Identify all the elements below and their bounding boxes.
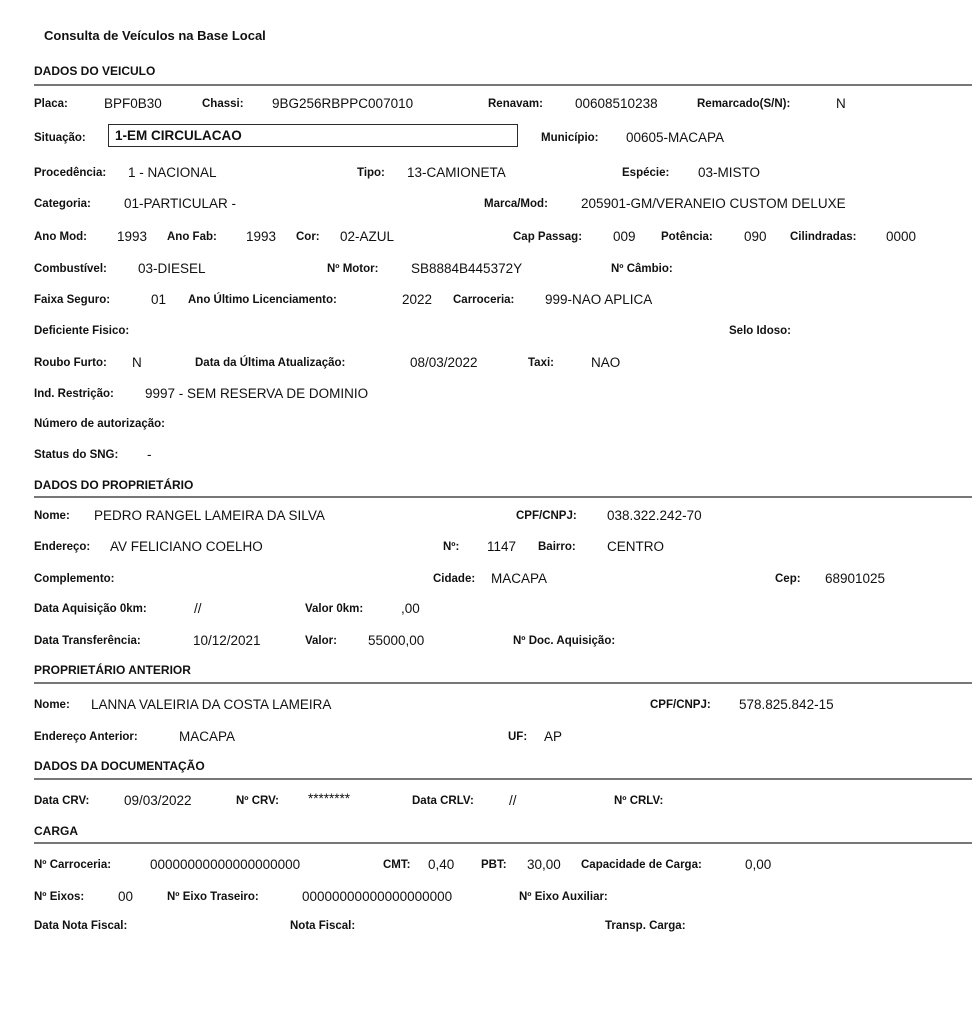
divider <box>34 778 972 780</box>
deficiente-label: Deficiente Fisico: <box>34 325 130 337</box>
eixotraseiro-value: 00000000000000000000 <box>302 889 453 904</box>
anofab-label: Ano Fab: <box>167 231 217 243</box>
divider <box>34 842 972 844</box>
cambio-label: Nº Câmbio: <box>611 263 673 275</box>
prev-endereco-label: Endereço Anterior: <box>34 731 138 743</box>
municipio-value: 00605-MACAPA <box>626 130 725 145</box>
owner-numero-value: 1147 <box>487 539 517 554</box>
atualizacao-label: Data da Última Atualização: <box>195 357 346 369</box>
categoria-label: Categoria: <box>34 198 91 210</box>
faixa-label: Faixa Seguro: <box>34 294 111 306</box>
licenciamento-label: Ano Último Licenciamento: <box>188 294 337 306</box>
owner-valor-value: 55000,00 <box>368 633 425 648</box>
marca-value: 205901-GM/VERANEIO CUSTOM DELUXE <box>581 196 846 211</box>
potencia-value: 090 <box>744 229 767 244</box>
marca-label: Marca/Mod: <box>484 198 548 210</box>
page-title: Consulta de Veículos na Base Local <box>44 28 266 43</box>
carga-carroceria-label: Nº Carroceria: <box>34 859 112 871</box>
nota-data-label: Data Nota Fiscal: <box>34 920 128 932</box>
roubo-value: N <box>132 355 142 370</box>
owner-complemento-label: Complemento: <box>34 573 115 585</box>
autorizacao-label: Número de autorização: <box>34 418 165 430</box>
eixos-value: 00 <box>118 889 134 904</box>
owner-nome-value: PEDRO RANGEL LAMEIRA DA SILVA <box>94 508 325 523</box>
owner-aquisicao-value: // <box>194 601 202 616</box>
idoso-label: Selo Idoso: <box>729 325 791 337</box>
owner-cpf-value: 038.322.242-70 <box>607 508 702 523</box>
pbt-label: PBT: <box>481 859 507 871</box>
sng-value: - <box>147 447 152 462</box>
crv-data-value: 09/03/2022 <box>124 793 192 808</box>
prev-endereco-value: MACAPA <box>179 729 236 744</box>
crv-data-label: Data CRV: <box>34 795 90 807</box>
crlv-data-value: // <box>509 793 517 808</box>
owner-cidade-label: Cidade: <box>433 573 476 585</box>
potencia-label: Potência: <box>661 231 713 243</box>
owner-valor0-label: Valor 0km: <box>305 603 364 615</box>
situacao-field[interactable]: 1-EM CIRCULACAO <box>108 124 518 147</box>
crlv-label: Nº CRLV: <box>614 795 664 807</box>
placa-label: Placa: <box>34 98 68 110</box>
owner-cep-label: Cep: <box>775 573 801 585</box>
tipo-value: 13-CAMIONETA <box>407 165 506 180</box>
owner-cidade-value: MACAPA <box>491 571 548 586</box>
owner-docaquisicao-label: Nº Doc. Aquisição: <box>513 635 616 647</box>
remarcado-label: Remarcado(S/N): <box>697 98 791 110</box>
eixoauxiliar-label: Nº Eixo Auxiliar: <box>519 891 608 903</box>
owner-nome-label: Nome: <box>34 510 70 522</box>
cmt-value: 0,40 <box>428 857 455 872</box>
cmt-label: CMT: <box>383 859 411 871</box>
licenciamento-value: 2022 <box>402 292 433 307</box>
renavam-label: Renavam: <box>488 98 543 110</box>
crv-value: ******** <box>308 791 351 806</box>
situacao-label: Situação: <box>34 132 86 144</box>
chassi-value: 9BG256RBPPC007010 <box>272 96 414 111</box>
motor-value: SB8884B445372Y <box>411 261 523 276</box>
owner-endereco-label: Endereço: <box>34 541 91 553</box>
owner-valor0-value: ,00 <box>401 601 420 616</box>
pbt-value: 30,00 <box>527 857 561 872</box>
carroceria-label: Carroceria: <box>453 294 515 306</box>
categoria-value: 01-PARTICULAR - <box>124 196 237 211</box>
cilindradas-label: Cilindradas: <box>790 231 857 243</box>
nota-label: Nota Fiscal: <box>290 920 356 932</box>
cappassag-label: Cap Passag: <box>513 231 583 243</box>
cor-label: Cor: <box>296 231 320 243</box>
prev-uf-label: UF: <box>508 731 528 743</box>
owner-cpf-label: CPF/CNPJ: <box>516 510 577 522</box>
transp-label: Transp. Carga: <box>605 920 686 932</box>
owner-cep-value: 68901025 <box>825 571 886 586</box>
capacidade-label: Capacidade de Carga: <box>581 859 702 871</box>
anomod-label: Ano Mod: <box>34 231 88 243</box>
divider <box>34 496 972 498</box>
municipio-label: Município: <box>541 132 599 144</box>
section-anterior: PROPRIETÁRIO ANTERIOR <box>34 663 191 677</box>
eixotraseiro-label: Nº Eixo Traseiro: <box>167 891 259 903</box>
prev-nome-value: LANNA VALEIRIA DA COSTA LAMEIRA <box>91 697 332 712</box>
owner-numero-label: Nº: <box>443 541 460 553</box>
sng-label: Status do SNG: <box>34 449 119 461</box>
crv-label: Nº CRV: <box>236 795 279 807</box>
motor-label: Nº Motor: <box>327 263 379 275</box>
taxi-label: Taxi: <box>528 357 554 369</box>
divider <box>34 84 972 86</box>
cor-value: 02-AZUL <box>340 229 395 244</box>
anofab-value: 1993 <box>246 229 277 244</box>
divider <box>34 682 972 684</box>
procedencia-value: 1 - NACIONAL <box>128 165 217 180</box>
placa-value: BPF0B30 <box>104 96 162 111</box>
section-carga: CARGA <box>34 824 78 838</box>
carroceria-value: 999-NAO APLICA <box>545 292 653 307</box>
prev-uf-value: AP <box>544 729 563 744</box>
crlv-data-label: Data CRLV: <box>412 795 474 807</box>
combustivel-value: 03-DIESEL <box>138 261 206 276</box>
prev-cpf-value: 578.825.842-15 <box>739 697 834 712</box>
anomod-value: 1993 <box>117 229 148 244</box>
eixos-label: Nº Eixos: <box>34 891 85 903</box>
combustivel-label: Combustível: <box>34 263 107 275</box>
atualizacao-value: 08/03/2022 <box>410 355 478 370</box>
especie-label: Espécie: <box>622 167 670 179</box>
restricao-value: 9997 - SEM RESERVA DE DOMINIO <box>145 386 369 401</box>
owner-endereco-value: AV FELICIANO COELHO <box>110 539 263 554</box>
renavam-value: 00608510238 <box>575 96 658 111</box>
restricao-label: Ind. Restrição: <box>34 388 114 400</box>
roubo-label: Roubo Furto: <box>34 357 107 369</box>
chassi-label: Chassi: <box>202 98 244 110</box>
owner-transferencia-value: 10/12/2021 <box>193 633 261 648</box>
owner-bairro-label: Bairro: <box>538 541 576 553</box>
carga-carroceria-value: 00000000000000000000 <box>150 857 301 872</box>
owner-aquisicao-label: Data Aquisição 0km: <box>34 603 147 615</box>
prev-cpf-label: CPF/CNPJ: <box>650 699 711 711</box>
cilindradas-value: 0000 <box>886 229 917 244</box>
prev-nome-label: Nome: <box>34 699 70 711</box>
tipo-label: Tipo: <box>357 167 385 179</box>
owner-transferencia-label: Data Transferência: <box>34 635 141 647</box>
section-veiculo: DADOS DO VEICULO <box>34 64 156 78</box>
section-documentacao: DADOS DA DOCUMENTAÇÃO <box>34 759 205 773</box>
section-proprietario: DADOS DO PROPRIETÁRIO <box>34 478 194 492</box>
owner-valor-label: Valor: <box>305 635 337 647</box>
capacidade-value: 0,00 <box>745 857 772 872</box>
cappassag-value: 009 <box>613 229 636 244</box>
faixa-value: 01 <box>151 292 167 307</box>
especie-value: 03-MISTO <box>698 165 761 180</box>
procedencia-label: Procedência: <box>34 167 107 179</box>
owner-bairro-value: CENTRO <box>607 539 664 554</box>
taxi-value: NAO <box>591 355 621 370</box>
remarcado-value: N <box>836 96 846 111</box>
